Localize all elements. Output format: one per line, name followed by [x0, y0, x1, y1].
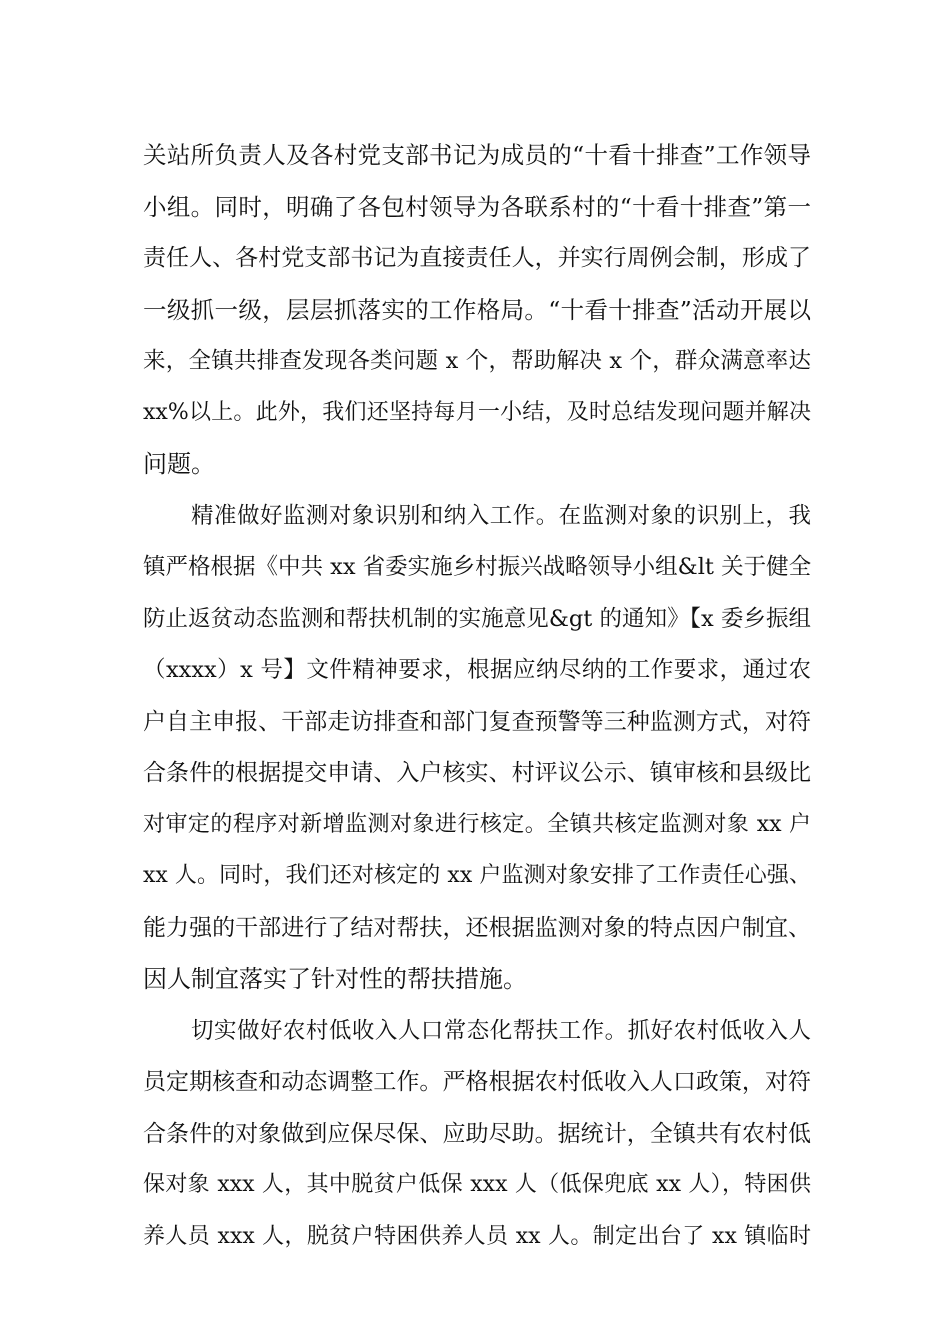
- paragraph-3-line-2: 员定期核查和动态调整工作。严格根据农村低收入人口政策，对符: [143, 1069, 811, 1095]
- paragraph-1-line-2: 小组。同时，明确了各包村领导为各联系村的“十看十排查”第一: [143, 192, 811, 221]
- paragraph-3-line-1: 切实做好农村低收入人口常态化帮扶工作。抓好农村低收入人: [191, 1017, 811, 1044]
- paragraph-2-line-2: 镇严格根据《中共 xx 省委实施乡村振兴战略领导小组&lt 关于健全: [143, 554, 812, 580]
- paragraph-2-line-10: 因人制宜落实了针对性的帮扶措施。: [143, 965, 527, 993]
- paragraph-3-line-5: 养人员 xxx 人，脱贫户特困供养人员 xx 人。制定出台了 xx 镇临时: [143, 1223, 811, 1249]
- paragraph-2-line-4: （xxxx）x 号】文件精神要求，根据应纳尽纳的工作要求，通过农: [143, 657, 811, 683]
- paragraph-2-line-9: 能力强的干部进行了结对帮扶，还根据监测对象的特点因户制宜、: [143, 914, 811, 941]
- paragraph-2-line-1: 精准做好监测对象识别和纳入工作。在监测对象的识别上，我: [191, 502, 811, 529]
- paragraph-2-line-6: 合条件的根据提交申请、入户核实、村评议公示、镇审核和县级比: [143, 760, 811, 786]
- paragraph-3-line-4: 保对象 xxx 人，其中脱贫户低保 xxx 人（低保兜底 xx 人），特困供: [143, 1172, 811, 1197]
- paragraph-1-line-5: 来，全镇共排查发现各类问题 x 个，帮助解决 x 个，群众满意率达: [143, 348, 811, 374]
- paragraph-3-line-3: 合条件的对象做到应保尽保、应助尽助。据统计，全镇共有农村低: [143, 1120, 811, 1147]
- paragraph-2-line-8: xx 人。同时，我们还对核定的 xx 户监测对象安排了工作责任心强、: [143, 863, 811, 888]
- paragraph-2-line-7: 对审定的程序对新增监测对象进行核定。全镇共核定监测对象 xx 户: [143, 811, 811, 837]
- paragraph-1-line-4: 一级抓一级，层层抓落实的工作格局。“十看十排查”活动开展以: [143, 295, 811, 324]
- paragraph-1-line-1: 关站所负责人及各村党支部书记为成员的“十看十排查”工作领导: [143, 141, 811, 169]
- paragraph-2-line-3: 防止返贫动态监测和帮扶机制的实施意见&gt 的通知》【x 委乡振组: [143, 605, 811, 632]
- paragraph-2-line-5: 户自主申报、干部走访排查和部门复查预警等三种监测方式，对符: [143, 708, 811, 735]
- paragraph-1-line-3: 责任人、各村党支部书记为直接责任人，并实行周例会制，形成了: [143, 245, 811, 271]
- paragraph-1-line-6: xx%以上。此外，我们还坚持每月一小结，及时总结发现问题并解决: [143, 399, 811, 425]
- paragraph-1-line-7: 问题。: [143, 450, 215, 478]
